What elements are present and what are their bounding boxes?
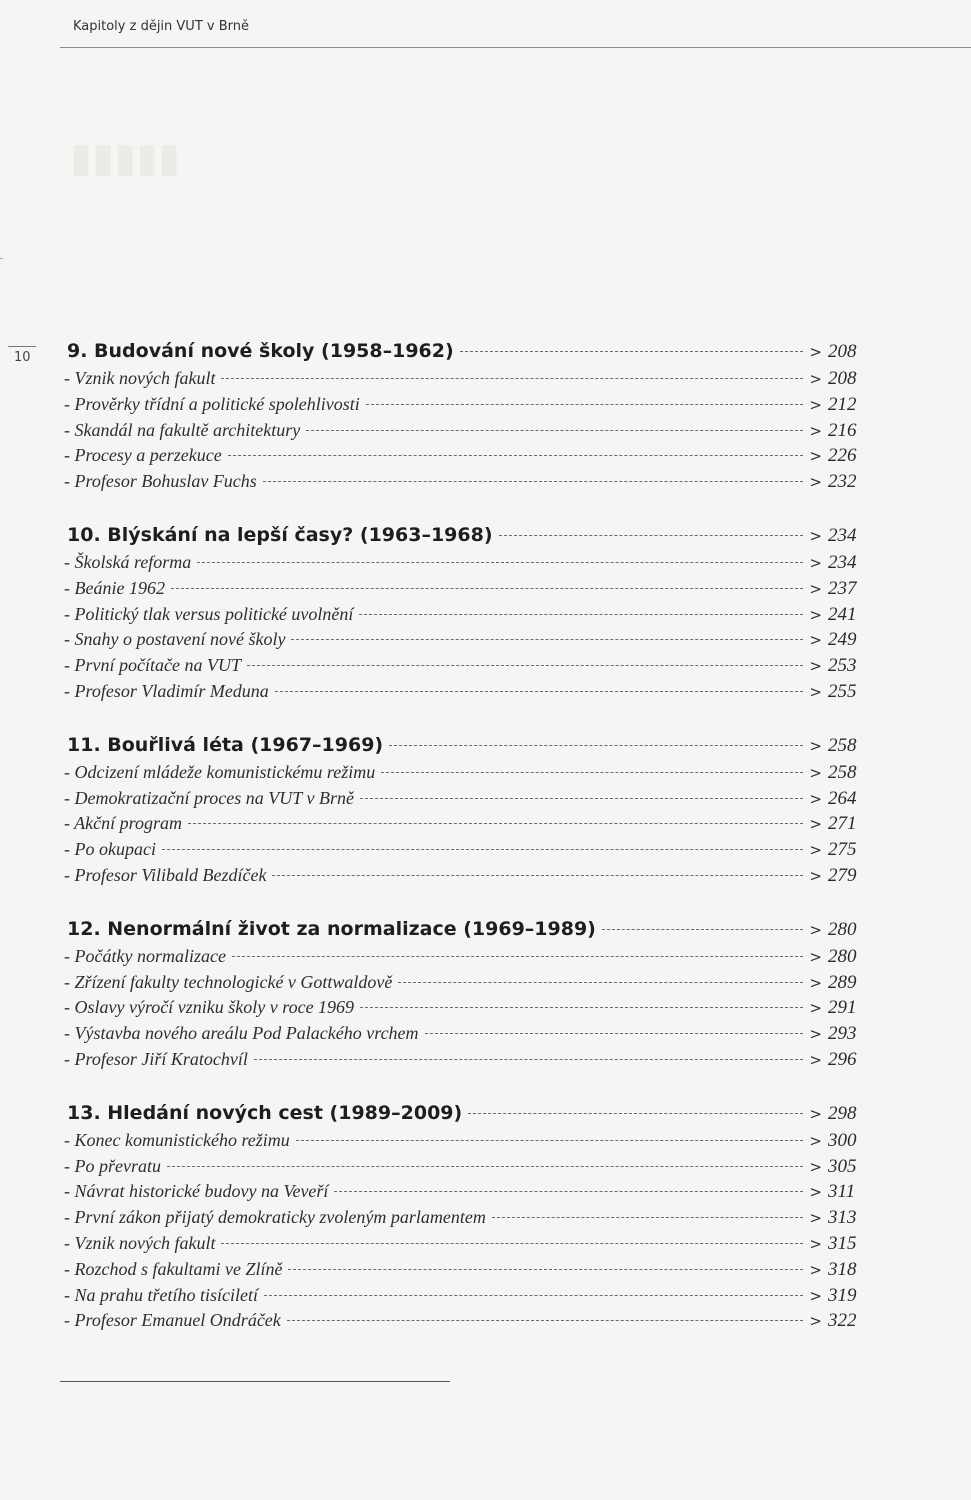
leader-dots: [247, 664, 803, 666]
arrow-icon: >: [809, 841, 822, 860]
toc-entry-title: - Profesor Emanuel Ondráček: [64, 1310, 281, 1331]
toc-entry-title: - Profesor Vladimír Meduna: [64, 680, 269, 701]
arrow-icon: >: [809, 343, 822, 361]
arrow-icon: >: [809, 999, 822, 1018]
toc-entry-title: - Prověrky třídní a politické spolehlivosti: [64, 393, 360, 414]
arrow-icon: >: [809, 736, 822, 755]
toc-page-number: 280: [828, 945, 857, 967]
leader-dots: [460, 350, 804, 352]
arrow-icon: >: [809, 631, 822, 650]
toc-page-number: 212: [828, 393, 857, 415]
subchapter-item[interactable]: [64, 839, 864, 865]
chapter-heading[interactable]: [64, 524, 864, 552]
toc-section: [64, 340, 864, 497]
subchapter-item[interactable]: [64, 1259, 864, 1285]
show-through-decoration: ▮▮▮▮▮: [70, 135, 181, 181]
subchapter-item[interactable]: [64, 681, 864, 707]
subchapter-item[interactable]: [64, 1310, 864, 1336]
toc-page-number: 289: [828, 971, 857, 993]
leader-dots: [366, 403, 804, 405]
footer-rule: [60, 1381, 450, 1382]
subchapter-item[interactable]: [64, 629, 864, 655]
toc-entry-title: - Beánie 1962: [64, 577, 165, 598]
leader-dots: [291, 638, 803, 640]
toc-page-number: 318: [828, 1258, 857, 1280]
toc-entry-title: - Politický tlak versus politické uvolnění: [64, 603, 354, 624]
subchapter-item[interactable]: [64, 865, 864, 891]
leader-dots: [425, 1032, 804, 1034]
toc-entry-title: - Akční program: [64, 813, 182, 834]
toc-entry-title: 12. Nenormální život za normalizace (1969–1989): [67, 917, 596, 940]
toc-page-number: 216: [828, 419, 857, 441]
arrow-icon: >: [809, 447, 822, 466]
arrow-icon: >: [809, 815, 822, 834]
arrow-icon: >: [809, 526, 822, 545]
arrow-icon: >: [809, 682, 822, 701]
arrow-icon: >: [809, 370, 822, 388]
toc-page-number: 279: [828, 864, 857, 886]
arrow-icon: >: [809, 1312, 822, 1331]
arrow-icon: >: [809, 1050, 822, 1069]
toc-entry-title: 9. Budování nové školy (1958–1962): [67, 340, 454, 362]
subchapter-item[interactable]: [64, 1156, 864, 1182]
leader-dots: [228, 454, 804, 456]
toc-page-number: 232: [828, 471, 857, 493]
leader-dots: [334, 1190, 803, 1192]
toc-section: [64, 1102, 864, 1336]
arrow-icon: >: [809, 553, 822, 572]
subchapter-item[interactable]: [64, 1207, 864, 1233]
leader-dots: [167, 1165, 803, 1167]
toc-section: [64, 918, 864, 1075]
toc-page-number: 319: [828, 1284, 857, 1306]
toc-entry-title: 11. Bouřlivá léta (1967–1969): [67, 733, 384, 756]
leader-dots: [263, 480, 804, 482]
leader-dots: [254, 1058, 804, 1060]
leader-dots: [389, 744, 803, 746]
toc-page-number: 258: [828, 734, 857, 756]
arrow-icon: >: [809, 1286, 822, 1305]
chapter-heading[interactable]: [64, 734, 864, 762]
toc-entry-title: - Školská reforma: [64, 551, 192, 572]
subchapter-item[interactable]: [64, 445, 864, 471]
toc-section: [64, 734, 864, 891]
leader-dots: [162, 848, 803, 850]
arrow-icon: >: [809, 947, 822, 966]
arrow-icon: >: [809, 920, 822, 939]
toc-entry-title: - Návrat historické budovy na Veveří: [64, 1181, 329, 1202]
subchapter-item[interactable]: [64, 552, 864, 578]
arrow-icon: >: [809, 1157, 822, 1176]
subchapter-item[interactable]: [64, 604, 864, 630]
toc-entry-title: - Odcizení mládeže komunistickému režimu: [64, 761, 376, 782]
subchapter-item[interactable]: [64, 420, 864, 446]
toc-page-number: 208: [828, 341, 857, 362]
toc-page-number: 275: [828, 839, 857, 861]
toc-entry-title: - Vznik nových fakult: [64, 1232, 216, 1253]
header-rule: [60, 47, 971, 48]
subchapter-item[interactable]: [64, 1130, 864, 1156]
leader-dots: [232, 955, 803, 957]
toc-entry-title: - Výstavba nového areálu Pod Palackého vrchem: [64, 1023, 419, 1044]
toc-entry-title: - Po převratu: [64, 1155, 161, 1176]
leader-dots: [359, 613, 803, 615]
toc-entry-title: - První počítače na VUT: [64, 655, 241, 676]
toc-entry-title: - Oslavy výročí vzniku školy v roce 1969: [64, 997, 355, 1018]
chapter-heading[interactable]: [64, 1102, 864, 1130]
toc-page-number: 291: [828, 997, 857, 1019]
toc-page-number: 322: [828, 1310, 857, 1332]
leader-dots: [398, 981, 803, 983]
subchapter-item[interactable]: [64, 813, 864, 839]
subchapter-item[interactable]: [64, 762, 864, 788]
toc-entry-title: - Vznik nových fakult: [64, 368, 216, 388]
leader-dots: [296, 1139, 804, 1141]
toc-page-number: 237: [828, 577, 857, 599]
toc-entry-title: - Počátky normalizace: [64, 945, 226, 966]
toc-entry-title: - Demokratizační proces na VUT v Brně: [64, 787, 354, 808]
arrow-icon: >: [809, 657, 822, 676]
arrow-icon: >: [809, 1131, 822, 1150]
toc-page-number: 298: [828, 1102, 857, 1124]
arrow-icon: >: [809, 1104, 822, 1123]
subchapter-item[interactable]: [64, 1285, 864, 1311]
subchapter-item[interactable]: [64, 972, 864, 998]
subchapter-item[interactable]: [64, 471, 864, 497]
toc-page-number: 280: [828, 918, 857, 940]
subchapter-item[interactable]: [64, 655, 864, 681]
subchapter-item[interactable]: [64, 394, 864, 420]
arrow-icon: >: [809, 1183, 822, 1202]
leader-dots: [272, 874, 803, 876]
leader-dots: [287, 1319, 804, 1321]
toc-page-number: 253: [828, 655, 857, 677]
toc-page-number: 234: [828, 551, 857, 573]
leader-dots: [360, 797, 803, 799]
leader-dots: [264, 1294, 803, 1296]
toc-page-number: 249: [828, 629, 857, 651]
subchapter-item[interactable]: [64, 368, 864, 394]
toc-page-number: 226: [828, 445, 857, 467]
toc-entry-title: - Na prahu třetího tisíciletí: [64, 1284, 258, 1305]
toc-page-number: 313: [828, 1207, 857, 1229]
arrow-icon: >: [809, 473, 822, 492]
arrow-icon: >: [809, 395, 822, 414]
arrow-icon: >: [809, 1025, 822, 1044]
arrow-icon: >: [809, 866, 822, 885]
toc-entry-title: - Zřízení fakulty technologické v Gottwaldově: [64, 971, 393, 992]
subchapter-item[interactable]: [64, 946, 864, 972]
toc-entry-title: - Snahy o postavení nové školy: [64, 629, 286, 650]
chapter-heading[interactable]: [64, 340, 864, 368]
arrow-icon: >: [809, 1209, 822, 1228]
toc-page-number: 241: [828, 603, 857, 625]
leader-dots: [197, 561, 803, 563]
arrow-icon: >: [809, 605, 822, 624]
toc-entry-title: - Skandál na fakultě architektury: [64, 419, 301, 440]
toc-entry-title: 13. Hledání nových cest (1989–2009): [67, 1101, 463, 1124]
leader-dots: [288, 1268, 803, 1270]
toc-page-number: 300: [828, 1129, 857, 1151]
page-number-rule: [8, 346, 36, 347]
toc-page-number: 208: [828, 368, 857, 389]
subchapter-item[interactable]: [64, 578, 864, 604]
toc-section: [64, 524, 864, 707]
leader-dots: [221, 1242, 803, 1244]
arrow-icon: >: [809, 1260, 822, 1279]
toc-entry-title: - Profesor Jiří Kratochvíl: [64, 1048, 248, 1069]
leader-dots: [188, 822, 803, 824]
toc-entry-title: - Po okupaci: [64, 839, 156, 860]
toc-page-number: 293: [828, 1023, 857, 1045]
toc-entry-title: - Konec komunistického režimu: [64, 1129, 290, 1150]
toc-page-number: 255: [828, 680, 857, 702]
running-header: Kapitoly z dějin VUT v Brně: [73, 19, 249, 34]
toc-page-number: 315: [828, 1232, 857, 1254]
subchapter-item[interactable]: [64, 1181, 864, 1207]
toc-entry-title: - Procesy a perzekuce: [64, 445, 222, 466]
leader-dots: [602, 928, 804, 930]
toc-entry-title: - První zákon přijatý demokraticky zvoleným parlamentem: [64, 1207, 486, 1228]
arrow-icon: >: [809, 1234, 822, 1253]
table-of-contents: [64, 340, 864, 1363]
toc-entry-title: 10. Blýskání na lepší časy? (1963–1968): [67, 523, 493, 546]
page-number: 10: [14, 350, 31, 365]
arrow-icon: >: [809, 973, 822, 992]
leader-dots: [306, 429, 803, 431]
subchapter-item[interactable]: [64, 1233, 864, 1259]
leader-dots: [499, 534, 804, 536]
leader-dots: [275, 690, 804, 692]
arrow-icon: >: [809, 579, 822, 598]
leader-dots: [381, 771, 803, 773]
arrow-icon: >: [809, 789, 822, 808]
toc-entry-title: - Rozchod s fakultami ve Zlíně: [64, 1258, 283, 1279]
toc-entry-title: - Profesor Bohuslav Fuchs: [64, 471, 257, 492]
leader-dots: [221, 377, 803, 379]
leader-dots: [492, 1216, 804, 1218]
leader-dots: [360, 1006, 803, 1008]
arrow-icon: >: [809, 763, 822, 782]
subchapter-item[interactable]: [64, 1023, 864, 1049]
leader-dots: [468, 1112, 803, 1114]
toc-entry-title: - Profesor Vilibald Bezdíček: [64, 864, 267, 885]
margin-mark: [0, 258, 3, 259]
toc-page-number: 271: [828, 813, 857, 835]
toc-page-number: 264: [828, 787, 857, 809]
leader-dots: [171, 587, 803, 589]
subchapter-item[interactable]: [64, 997, 864, 1023]
chapter-heading[interactable]: [64, 918, 864, 946]
subchapter-item[interactable]: [64, 788, 864, 814]
arrow-icon: >: [809, 421, 822, 440]
toc-page-number: 311: [828, 1181, 856, 1203]
subchapter-item[interactable]: [64, 1049, 864, 1075]
toc-page-number: 296: [828, 1048, 857, 1070]
toc-page-number: 305: [828, 1155, 857, 1177]
toc-page-number: 234: [828, 524, 857, 546]
toc-page-number: 258: [828, 761, 857, 783]
